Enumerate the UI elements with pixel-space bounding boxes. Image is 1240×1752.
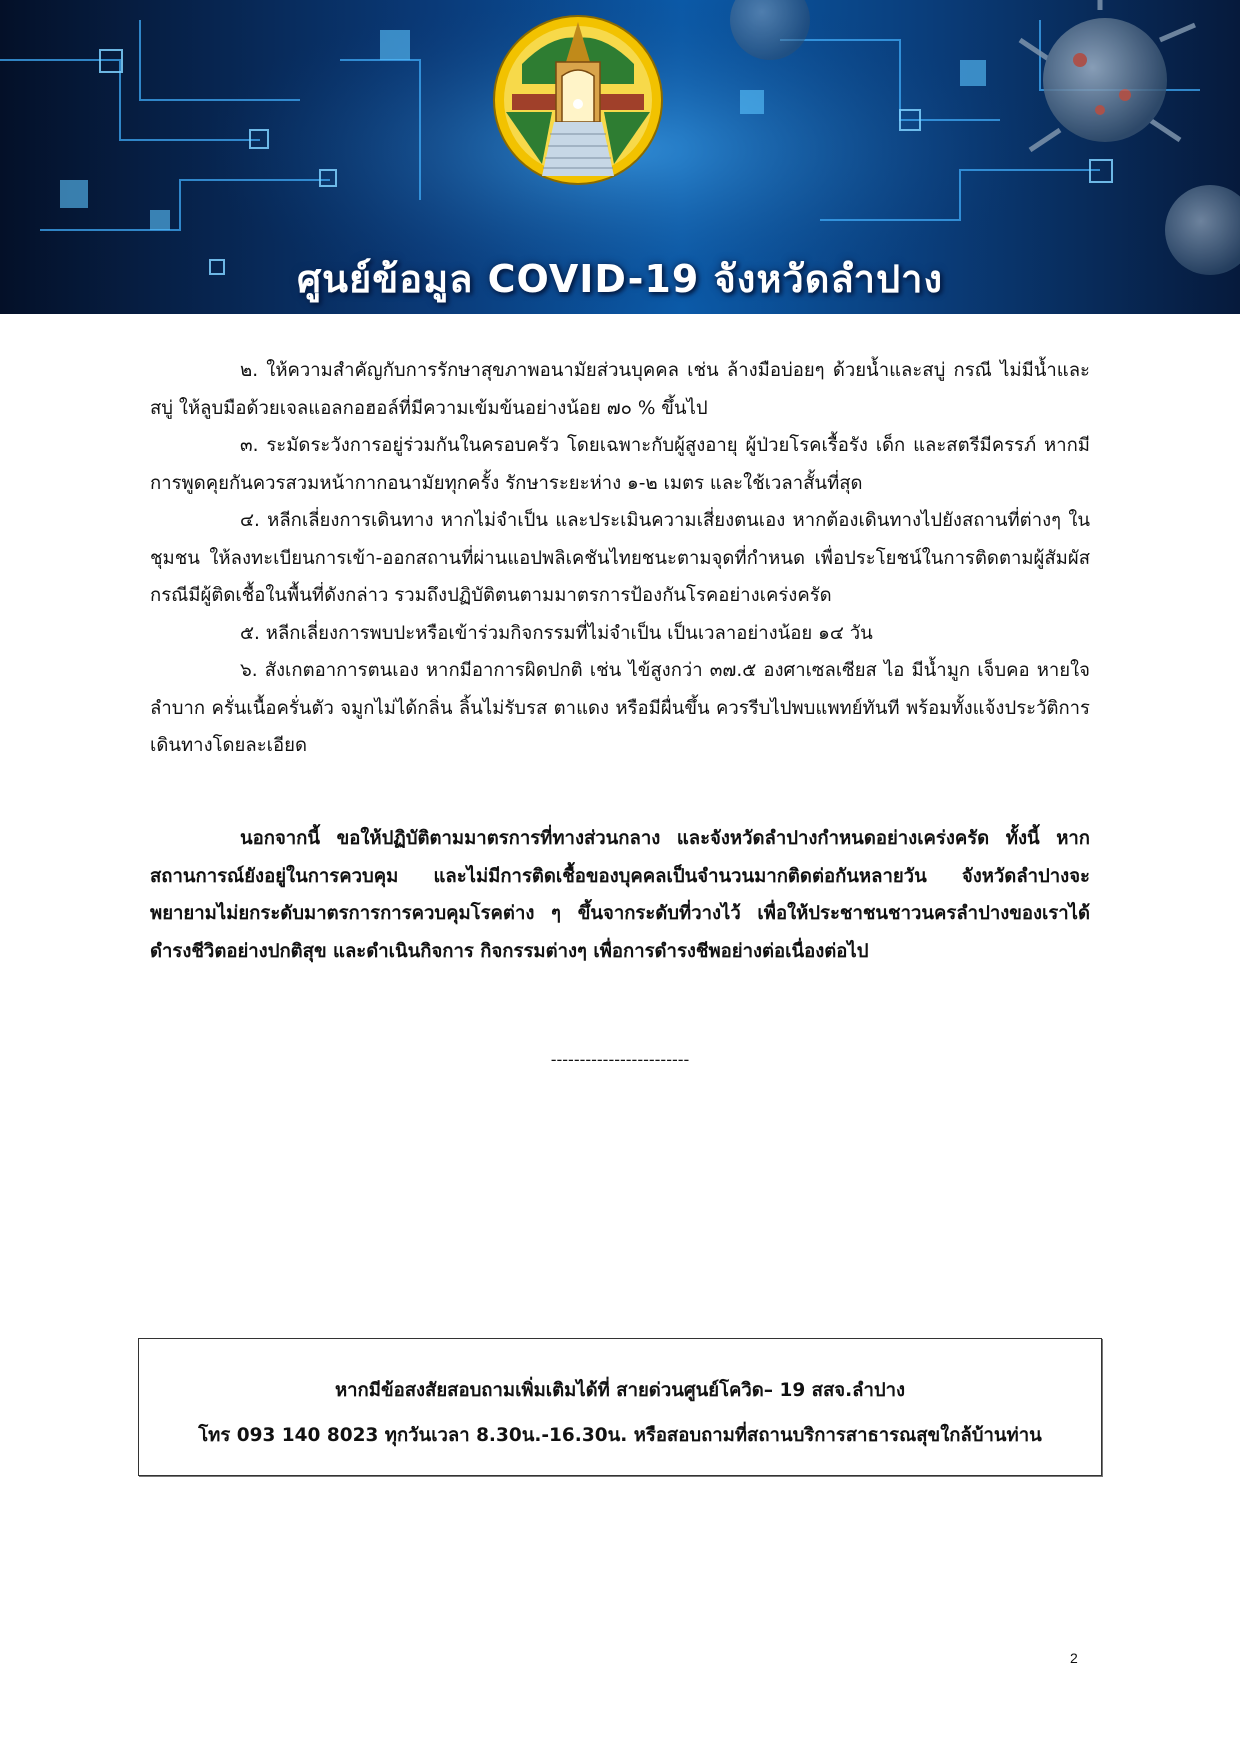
measures-list xyxy=(150,352,1090,765)
separator-line: ------------------------ xyxy=(550,1050,690,1069)
hotline-info: หากมีข้อสงสัยสอบถามเพิ่มเติมได้ที่ สายด่วนศูนย์โควิด– 19 สสจ.ลำปาง xyxy=(334,1380,906,1401)
measure-item: ๒. ให้ความสำคัญกับการรักษาสุขภาพอนามัยส่วนบุคคล เช่น ล้างมือบ่อยๆ ด้วยน้ำและสบู่ กรณี ไม่มีน้ำและสบู่ ให้ลูบมือด้วยเจลแอลกอฮอล์ที่มีความเข้มข้นอย่างน้อย ๗๐ % ขึ้นไป xyxy=(150,360,1090,419)
measure-item: ๔. หลีกเลี่ยงการเดินทาง หากไม่จำเป็น และประเมินความเสี่ยงตนเอง หากต้องเดินทางไปยังสถานที่ต่างๆ ในชุมชน ให้ลงทะเบียนการเข้า-ออกสถานที่ผ่านแอปพลิเคชันไทยชนะตามจุดที่กำหนด เพื่อประโยชน์ในการติดตามผู้สัมผัส กรณีมีผู้ติดเชื้อในพื้นที่ดังกล่าว รวมถึงปฏิบัติตนตามมาตรการป้องกันโรคอย่างเคร่งครัด xyxy=(150,510,1090,606)
measure-item: ๕. หลีกเลี่ยงการพบปะหรือเข้าร่วมกิจกรรมที่ไม่จำเป็น เป็นเวลาอย่างน้อย ๑๔ วัน xyxy=(240,622,873,644)
hotline-contact-box xyxy=(138,1338,1102,1476)
phone-hours-info: โทร 093 140 8023 ทุกวันเวลา 8.30น.-16.30น. หรือสอบถามที่สถานบริการสาธารณสุขใกล้บ้านท่าน xyxy=(198,1425,1042,1446)
closing-statement xyxy=(150,820,1090,970)
lampang-province-seal xyxy=(492,14,664,186)
measure-item: ๓. ระมัดระวังการอยู่ร่วมกันในครอบครัว โดยเฉพาะกับผู้สูงอายุ ผู้ป่วยโรคเรื้อรัง เด็ก และสตรีมีครรภ์ หากมีการพูดคุยกันควรสวมหน้ากากอนามัยทุกครั้ง รักษาระยะห่าง ๑-๒ เมตร และใช้เวลาสั้นที่สุด xyxy=(150,435,1090,494)
page-number: 2 xyxy=(1070,1650,1078,1666)
measure-item: ๖. สังเกตอาการตนเอง หากมีอาการผิดปกติ เช่น ไข้สูงกว่า ๓๗.๕ องศาเซลเซียส ไอ มีน้ำมูก เจ็บคอ หายใจลำบาก ครั่นเนื้อครั่นตัว จมูกไม่ได้กลิ่น ลิ้นไม่รับรส ตาแดง หรือมีผื่นขึ้น ควรรีบไปพบแพทย์ทันที พร้อมทั้งแจ้งประวัติการเดินทางโดยละเอียด xyxy=(150,660,1090,756)
header-banner xyxy=(0,0,1240,314)
closing-paragraph: นอกจากนี้ ขอให้ปฏิบัติตามมาตรการที่ทางส่วนกลาง และจังหวัดลำปางกำหนดอย่างเคร่งครัด ทั้งนี้ หากสถานการณ์ยังอยู่ในการควบคุม และไม่มีการติดเชื้อของบุคคลเป็นจำนวนมากติดต่อกันหลายวัน จังหวัดลำปางจะพยายามไม่ยกระดับมาตรการการควบคุมโรคต่าง ๆ ขึ้นจากระดับที่วางไว้ เพื่อให้ประชาชนชาวนครลำปางของเราได้ดำรงชีวิตอย่างปกติสุข และดำเนินกิจการ กิจกรรมต่างๆ เพื่อการดำรงชีพอย่างต่อเนื่องต่อไป xyxy=(150,828,1090,962)
banner-title: ศูนย์ข้อมูล COVID-19 จังหวัดลำปาง xyxy=(296,257,944,301)
